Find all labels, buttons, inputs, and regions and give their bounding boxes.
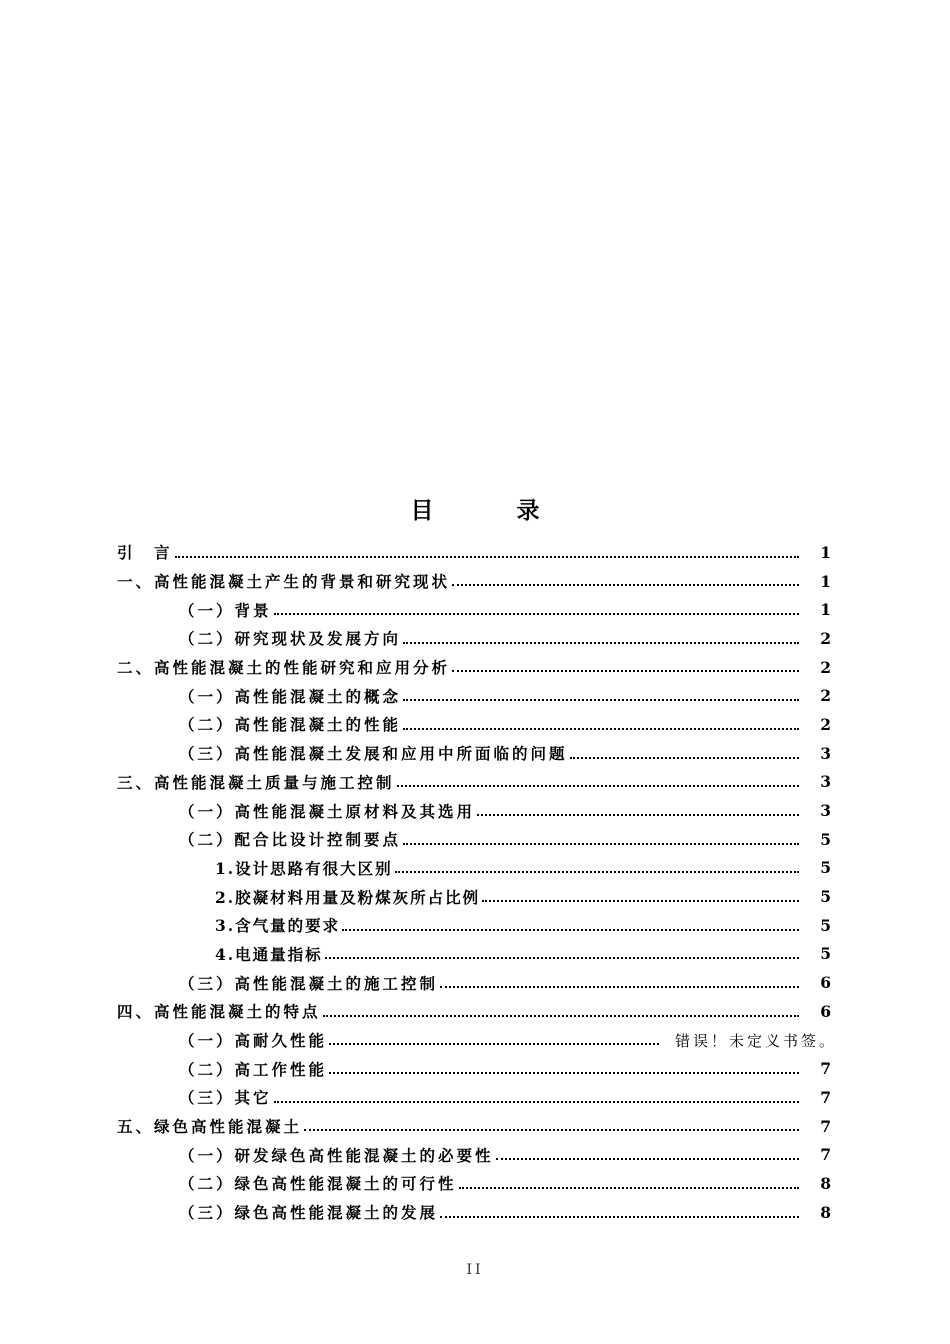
toc-entry[interactable]	[117, 710, 831, 739]
toc-entry[interactable]	[117, 1198, 831, 1227]
toc-entry[interactable]	[117, 1140, 831, 1169]
dot-leader	[440, 985, 799, 988]
toc-entry-label: （一）高耐久性能	[179, 1031, 328, 1051]
toc-entry-page: 1	[820, 542, 831, 562]
toc-entry-label: （二）绿色高性能混凝土的可行性	[179, 1174, 457, 1194]
toc-entry-page: 8	[820, 1202, 831, 1222]
toc-entry-label: 2.胶凝材料用量及粉煤灰所占比例	[215, 887, 481, 907]
dot-leader	[459, 1186, 799, 1189]
toc-entry-page: 5	[820, 829, 831, 849]
dot-leader	[304, 1128, 799, 1131]
toc-entry[interactable]	[117, 968, 831, 997]
dot-leader	[403, 727, 799, 730]
toc-entry-page: 7	[820, 1059, 831, 1079]
toc-entry-page: 5	[820, 944, 831, 964]
toc-entry[interactable]	[117, 1026, 837, 1055]
toc-entry[interactable]	[117, 882, 831, 911]
toc-entry-page: 1	[820, 600, 831, 620]
dot-leader	[325, 956, 799, 959]
toc-entry-label: （三）绿色高性能混凝土的发展	[179, 1203, 439, 1223]
toc-entry[interactable]	[117, 768, 831, 797]
toc-entry-label: （三）高性能混凝土的施工控制	[179, 973, 439, 993]
dot-leader	[440, 1215, 799, 1218]
toc-entry-page: 2	[820, 628, 831, 648]
toc-entry-page: 5	[820, 887, 831, 907]
toc-entry-label: 3.含气量的要求	[215, 916, 341, 936]
toc-entry-page: 1	[820, 571, 831, 591]
toc-entry[interactable]	[117, 739, 831, 768]
toc-entry[interactable]	[117, 681, 831, 710]
toc-entry-label: （一）研发绿色高性能混凝土的必要性	[179, 1145, 494, 1165]
dot-leader	[274, 612, 799, 615]
toc-entry-page: 5	[820, 915, 831, 935]
dot-leader	[323, 1014, 799, 1017]
toc-entry-label: 二、高性能混凝土的性能研究和应用分析	[117, 658, 451, 678]
toc-entry[interactable]	[117, 940, 831, 969]
toc-entry-label: 引 言	[117, 543, 173, 563]
toc-entry[interactable]	[117, 796, 831, 825]
toc-entry-page: 5	[820, 858, 831, 878]
toc-entry[interactable]	[117, 624, 831, 653]
dot-leader	[570, 756, 799, 759]
toc-entry-page: 3	[820, 743, 831, 763]
dot-leader	[329, 1042, 659, 1045]
dot-leader	[175, 555, 799, 558]
dot-leader	[403, 641, 799, 644]
dot-leader	[496, 1157, 799, 1160]
toc-entry-label: （三）高性能混凝土发展和应用中所面临的问题	[179, 744, 568, 764]
page-number: II	[466, 1262, 484, 1278]
toc-entry-label: （三）其它	[179, 1088, 272, 1108]
toc-entry[interactable]	[117, 1054, 831, 1083]
toc-entry[interactable]	[117, 1083, 831, 1112]
toc-entry-label: （二）高性能混凝土的性能	[179, 715, 402, 735]
toc-entry-page: 7	[820, 1145, 831, 1165]
toc-entry-label: （一）高性能混凝土的概念	[179, 686, 402, 706]
toc-entry[interactable]	[117, 595, 831, 624]
toc-entry-label: 三、高性能混凝土质量与施工控制	[117, 772, 395, 792]
toc-entry-label: 4.电通量指标	[215, 944, 323, 964]
toc-entry-page: 2	[820, 714, 831, 734]
toc-entry[interactable]	[117, 538, 831, 567]
dot-leader	[397, 784, 799, 787]
toc-entry[interactable]	[117, 1169, 831, 1198]
dot-leader	[342, 928, 799, 931]
dot-leader	[452, 583, 799, 586]
toc-entry[interactable]	[117, 997, 831, 1026]
dot-leader	[274, 1100, 799, 1103]
toc-entry[interactable]	[117, 653, 831, 682]
toc-entry[interactable]	[117, 911, 831, 940]
toc-entry-page: 6	[820, 1001, 831, 1021]
dot-leader	[477, 813, 799, 816]
toc-entry[interactable]	[117, 1112, 831, 1141]
toc-entry-page: 2	[820, 657, 831, 677]
toc-entry-label: 1.设计思路有很大区别	[215, 858, 393, 878]
toc-title: 目 录	[410, 497, 570, 524]
toc-entry[interactable]	[117, 825, 831, 854]
toc-entry-label: （一）背景	[179, 600, 272, 620]
toc-entry-page: 2	[820, 686, 831, 706]
dot-leader	[403, 698, 799, 701]
toc-entry[interactable]	[117, 854, 831, 883]
toc-entry-page: 6	[820, 973, 831, 993]
bookmark-error-text: 错误！未定义书签。	[674, 1031, 837, 1050]
table-of-contents	[117, 538, 837, 1227]
toc-entry-label: （二）研究现状及发展方向	[179, 629, 402, 649]
dot-leader	[403, 842, 799, 845]
toc-entry-label: 一、高性能混凝土产生的背景和研究现状	[117, 572, 451, 592]
dot-leader	[329, 1071, 799, 1074]
toc-entry-label: 四、高性能混凝土的特点	[117, 1002, 321, 1022]
toc-entry-label: （一）高性能混凝土原材料及其选用	[179, 801, 476, 821]
toc-entry[interactable]	[117, 567, 831, 596]
toc-entry-page: 7	[820, 1087, 831, 1107]
toc-entry-label: （二）高工作性能	[179, 1059, 328, 1079]
toc-entry-label: （二）配合比设计控制要点	[179, 830, 402, 850]
dot-leader	[452, 669, 799, 672]
dot-leader	[482, 899, 799, 902]
dot-leader	[395, 870, 799, 873]
toc-entry-page: 7	[820, 1116, 831, 1136]
toc-entry-page: 8	[820, 1173, 831, 1193]
toc-entry-page: 3	[820, 772, 831, 792]
toc-entry-label: 五、绿色高性能混凝土	[117, 1117, 303, 1137]
toc-entry-page: 3	[820, 801, 831, 821]
